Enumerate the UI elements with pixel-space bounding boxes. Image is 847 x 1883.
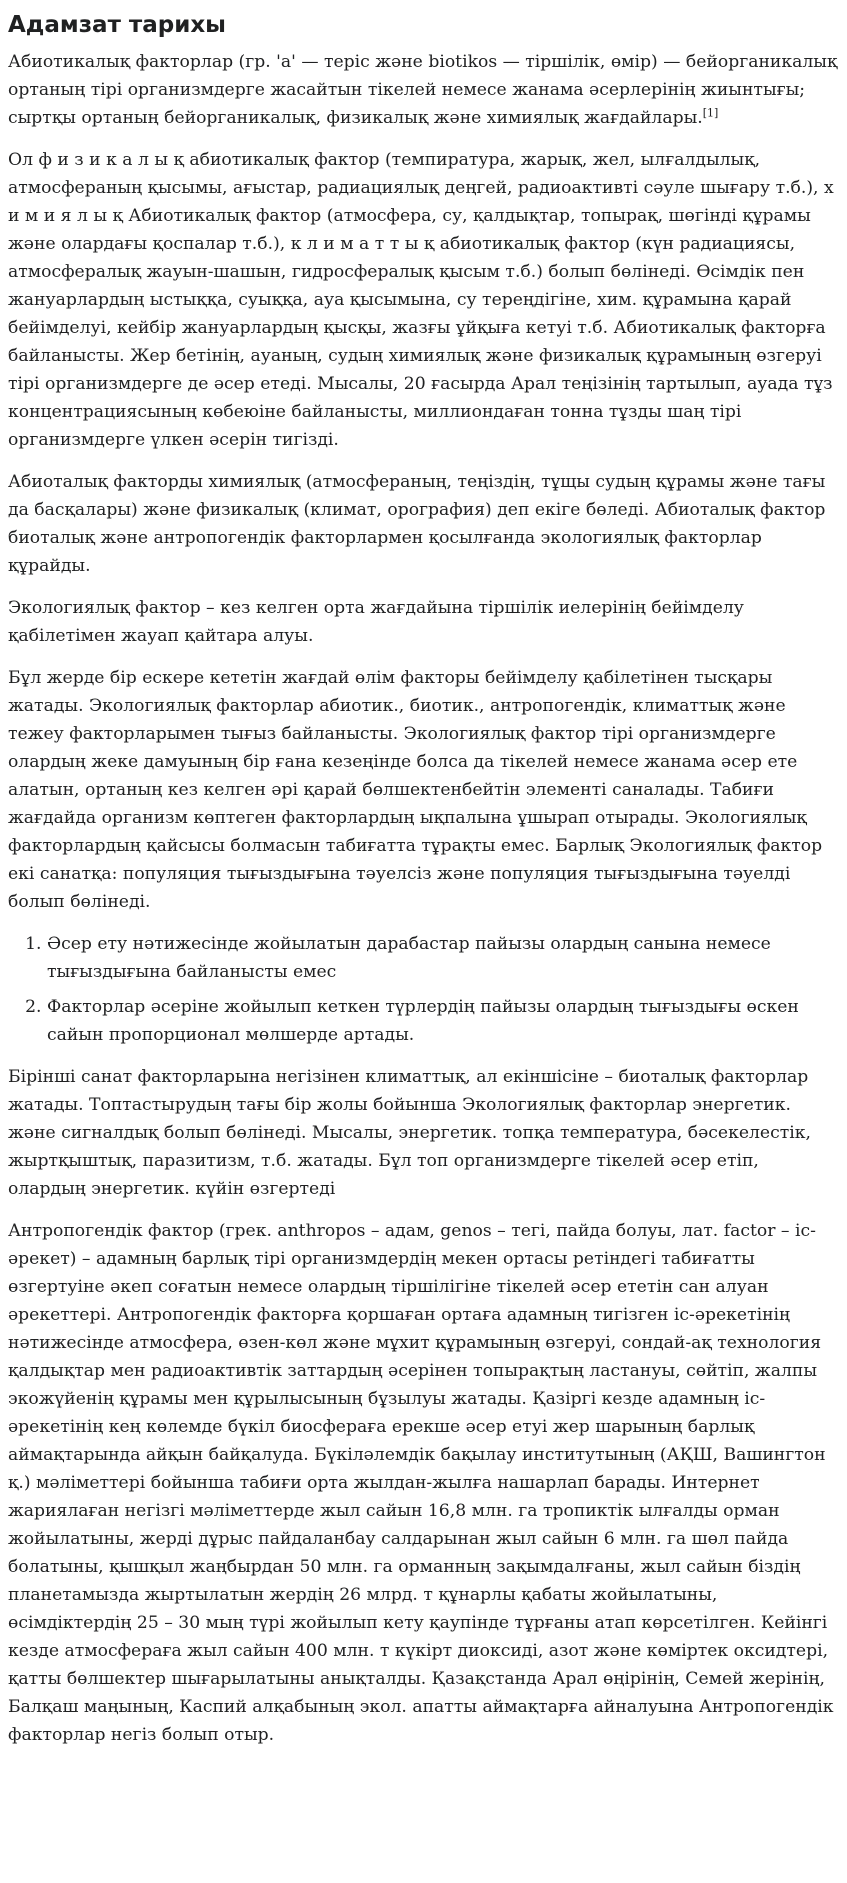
- paragraph-ecological-factor-details: Бұл жерде бір ескере кететін жағдай өлім факторы бейімделу қабілетінен тысқары жатады. Экологиялық факторлар абиотик., биотик., антропогендік, климаттық және тежеу факторларымен тығыз байланысты. Экологиялық фактор тірі организмдерге олардың жеке дамуының бір ғана кезеңінде болса да тікелей немесе жанама әсер ете алатын, ортаның кез келген әрі қарай бөлшектенбейтін элементі саналады. Табиғи жағдайда организм көптеген факторлардың ықпалына ұшырап отырады. Экологиялық факторлардың қайсысы болмасын табиғатта тұрақты емес. Барлық Экологиялық фактор екі санатқа: популяция тығыздығына тәуелсіз және популяция тығыздығына тәуелді болып бөлінеді.: [8, 668, 823, 912]
- numbered-list: [8, 930, 839, 1049]
- page-title: Адамзат тарихы: [8, 12, 226, 38]
- paragraph-abiotic-types: Ол ф и з и к а л ы қ абиотикалық фактор (темпиратура, жарық, жел, ылғалдылық, атмосфераның қысымы, ағыстар, радиациялық деңгей, радиоактивті сәуле шығару т.б.), х и м и я л ы қ Абиотикалық фактор (атмосфера, су, қалдықтар, топырақ, шөгінді құрамы және олардағы қоспалар т.б.), к л и м а т т ы қ абиотикалық фактор (күн радиациясы, атмосфералық жауын-шашын, гидросфералық қысым т.б.) болып бөлінеді. Өсімдік пен жануарлардың ыстыққа, суыққа, ауа қысымына, су тереңдігіне, хим. құрамына қарай бейімделуі, кейбір жануарлардың қысқы, жазғы ұйқыға кетуі т.б. Абиотикалық факторға байланысты. Жер бетінің, ауаның, судың химиялық және физикалық құрамының өзгеруі тірі организмдерге де әсер етеді. Мысалы, 20 ғасырда Арал теңізінің тартылып, ауада тұз концентрациясының көбеюіне байланысты, миллиондаған тонна тұзды шаң тірі организмдерге үлкен әсерін тигізді.: [8, 150, 834, 450]
- list-item: 2. Факторлар әсеріне жойылып кеткен түрлердің пайызы олардың тығыздығы өскен сайын пропорционал мөлшерде артады.: [47, 993, 839, 1049]
- paragraph-anthropogenic-factor: Антропогендік фактор (грек. anthropos – адам, genos – тегі, пайда болуы, лат. factor – іс-әрекет) – адамның барлық тірі организмдердің мекен ортасы ретіндегі табиғатты өзгертуіне әкеп соғатын немесе олардың тіршілігіне тікелей әсер ететін сан алуан әрекеттері. Антропогендік факторға қоршаған ортаға адамның тигізген іс-әрекетінің нәтижесінде атмосфера, өзен-көл және мұхит құрамының өзгеруі, сондай-ақ технология қалдықтар мен радиоактивтік заттардың әсерінен топырақтың ластануы, сөйтіп, жалпы экожүйенің құрамы мен құрылысының бұзылуы жатады. Қазіргі кезде адамның іс-әрекетінің кең көлемде бүкіл биосфераға ерекше әсер етуі жер шарының барлық аймақтарында айқын байқалуда. Бүкіләлемдік бақылау институтының (АҚШ, Вашингтон қ.) мәліметтері бойынша табиғи орта жылдан-жылға нашарлап барады. Интернет жариялаған негізгі мәліметтерде жыл сайын 16,8 млн. га тропиктік ылғалды орман жойылатыны, жерді дұрыс пайдаланбау салдарынан жыл сайын 6 млн. га шөл пайда болатыны, қышқыл жаңбырдан 50 млн. га орманның зақымдалғаны, жыл сайын біздің планетамызда жыртылатын жердің 26 млрд. т құнарлы қабаты жойылатыны, өсімдіктердің 25 – 30 мың түрі жойылып кету қаупінде тұрғаны атап көрсетілген. Кейінгі кезде атмосфераға жыл сайын 400 млн. т күкірт диоксиді, азот және көміртек оксидтері, қатты бөлшектер шығарылатыны анықталды. Қазақстанда Арал өңірінің, Семей жерінің, Балқаш маңының, Каспий алқабының экол. апатты аймақтарға айналуына Антропогендік факторлар негіз болып отыр.: [8, 1221, 834, 1745]
- paragraph-ecological-factor-definition: Экологиялық фактор – кез келген орта жағдайына тіршілік иелерінің бейімделу қабілетімен жауап қайтара алуы.: [8, 598, 744, 646]
- paragraph-intro: [8, 48, 839, 132]
- paragraph-intro-text: Абиотикалық факторлар (гр. 'а' — теріс және biotikos — тіршілік, өмір) — бейорганикалық ортаның тірі организмдерге жасайтын тікелей немесе жанама әсерлерінің жиынтығы; сыртқы ортаның бейорганикалық, физикалық және химиялық жағдайлары.: [8, 52, 838, 128]
- paragraph-abiotic-division: Абиоталық факторды химиялық (атмосфераның, теңіздің, тұщы судың құрамы және тағы да басқалары) және физикалық (климат, орография) деп екіге бөледі. Абиоталық фактор биоталық және антропогендік факторлармен қосылғанда экологиялық факторлар құрайды.: [8, 472, 826, 576]
- paragraph-factor-categories: Бірінші санат факторларына негізінен климаттық, ал екіншісіне – биоталық факторлар жатады. Топтастырудың тағы бір жолы бойынша Экологиялық факторлар энергетик. және сигналдық болып бөлінеді. Мысалы, энергетик. топқа температура, бәсекелестік, жыртқыштық, паразитизм, т.б. жатады. Бұл топ организмдерге тікелей әсер етіп, олардың энергетик. күйін өзгертеді: [8, 1067, 811, 1199]
- list-item: 1. Әсер ету нәтижесінде жойылатын дарабастар пайызы олардың санына немесе тығыздығына байланысты емес: [47, 930, 839, 986]
- reference-link[interactable]: [1]: [702, 106, 719, 120]
